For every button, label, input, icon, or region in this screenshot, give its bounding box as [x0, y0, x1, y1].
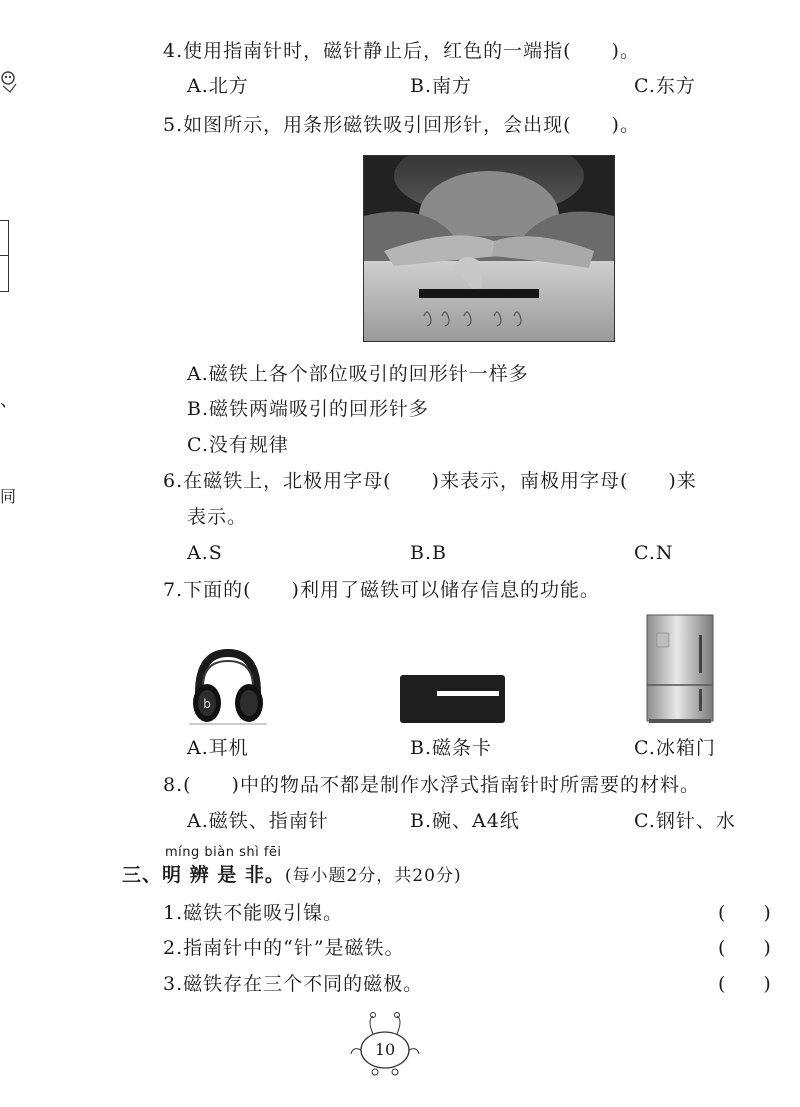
page-number: 10	[374, 1040, 396, 1059]
magnet-paperclip-photo	[363, 155, 615, 342]
question-8-option-c: C.钢针、水	[634, 810, 736, 832]
page-number-badge	[345, 1010, 425, 1080]
svg-text:b: b	[203, 697, 211, 711]
question-7-stem: 7.下面的( )利用了磁铁可以储存信息的功能。	[163, 579, 600, 601]
question-6-stem-line1: 6.在磁铁上，北极用字母( )来表示，南极用字母( )来	[163, 470, 697, 492]
question-5-option-b: B.磁铁两端吸引的回形针多	[187, 398, 430, 420]
judgement-answer-1[interactable]: ( )	[718, 902, 771, 924]
question-7-option-c: C.冰箱门	[634, 737, 716, 759]
question-6-option-b: B.B	[410, 542, 447, 564]
judgement-item-1: 1.磁铁不能吸引镍。	[163, 902, 344, 924]
section-3-heading	[122, 862, 462, 889]
margin-char-2: 同	[0, 487, 17, 506]
question-8-stem: 8.( )中的物品不都是制作水浮式指南针时所需要的材料。	[163, 774, 700, 796]
judgement-answer-3[interactable]: ( )	[718, 973, 771, 995]
judgement-answer-2[interactable]: ( )	[718, 937, 771, 959]
refrigerator-icon	[643, 613, 719, 725]
magnetic-card-icon	[400, 675, 505, 723]
question-7-option-a: A.耳机	[187, 737, 249, 759]
section-3-score-note: (每小题2分，共20分)	[284, 866, 462, 886]
question-7-option-b: B.磁条卡	[410, 737, 493, 759]
judgement-item-3: 3.磁铁存在三个不同的磁极。	[163, 973, 424, 995]
margin-decoration-icon	[0, 66, 20, 96]
question-6-option-c: C.N	[634, 542, 674, 564]
question-4-stem: 4.使用指南针时，磁针静止后，红色的一端指( )。	[163, 40, 640, 62]
margin-char-1: 、	[0, 390, 18, 411]
question-5-stem: 5.如图所示，用条形磁铁吸引回形针，会出现( )。	[163, 114, 640, 136]
question-6-option-a: A.S	[187, 542, 223, 564]
question-6-stem-line2: 表示。	[187, 506, 248, 528]
judgement-item-2: 2.指南针中的“针”是磁铁。	[163, 937, 405, 959]
section-3-pinyin: míng biàn shì fēi	[165, 845, 282, 860]
question-5-option-a: A.磁铁上各个部位吸引的回形针一样多	[187, 363, 529, 385]
question-4-option-a: A.北方	[187, 75, 249, 97]
margin-table-fragment	[0, 220, 9, 292]
section-3-title: 三、明 辨 是 非。	[122, 864, 285, 886]
question-8-option-a: A.磁铁、指南针	[187, 810, 329, 832]
magnetic-stripe	[437, 691, 499, 696]
headphones-icon	[185, 647, 271, 727]
question-4-option-c: C.东方	[634, 75, 696, 97]
question-4-option-b: B.南方	[410, 75, 473, 97]
question-5-option-c: C.没有规律	[187, 434, 289, 456]
question-8-option-b: B.碗、A4纸	[410, 810, 520, 832]
